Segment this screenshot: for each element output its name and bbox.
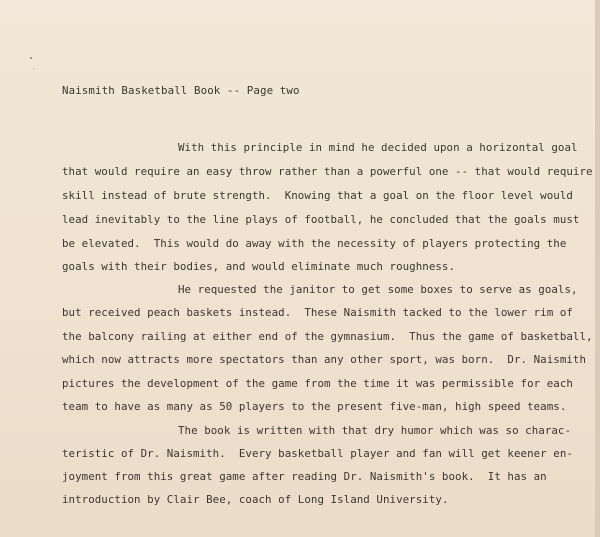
paragraph-2-line-3: the balcony railing at either end of the gymnasium. Thus the game of basketball, (62, 330, 593, 343)
paragraph-1-line-2: that would require an easy throw rather than a powerful one -- that would require (62, 165, 593, 178)
paragraph-1-line-1: With this principle in mind he decided upon a horizontal goal (178, 141, 578, 154)
paragraph-2-line-5: pictures the development of the game from the time it was permissible for each (62, 377, 573, 390)
paragraph-2-line-6: team to have as many as 50 players to the present five-man, high speed teams. (62, 400, 567, 413)
paragraph-3-line-2: teristic of Dr. Naismith. Every basketball player and fan will get keener en- (62, 447, 573, 460)
page-header: Naismith Basketball Book -- Page two (62, 84, 300, 97)
paragraph-1-line-5: be elevated. This would do away with the necessity of players protecting the (62, 237, 567, 250)
paper-speck (30, 57, 32, 59)
paragraph-3-line-1: The book is written with that dry humor which was so charac- (178, 424, 572, 437)
paragraph-1-line-3: skill instead of brute strength. Knowing that a goal on the floor level would (62, 189, 573, 202)
paper-speck (33, 68, 34, 69)
paragraph-1-line-6: goals with their bodies, and would eliminate much roughness. (62, 260, 456, 273)
paragraph-1-line-4: lead inevitably to the line plays of football, he concluded that the goals must (62, 213, 580, 226)
paragraph-2-line-2: but received peach baskets instead. These Naismith tacked to the lower rim of (62, 306, 573, 319)
paragraph-2-line-4: which now attracts more spectators than any other sport, was born. Dr. Naismith (62, 353, 587, 366)
page-edge (595, 0, 600, 537)
paragraph-3-line-3: joyment from this great game after reading Dr. Naismith's book. It has an (62, 470, 547, 483)
paragraph-2-line-1: He requested the janitor to get some boxes to serve as goals, (178, 283, 578, 296)
paragraph-3-line-4: introduction by Clair Bee, coach of Long Island University. (62, 493, 449, 506)
